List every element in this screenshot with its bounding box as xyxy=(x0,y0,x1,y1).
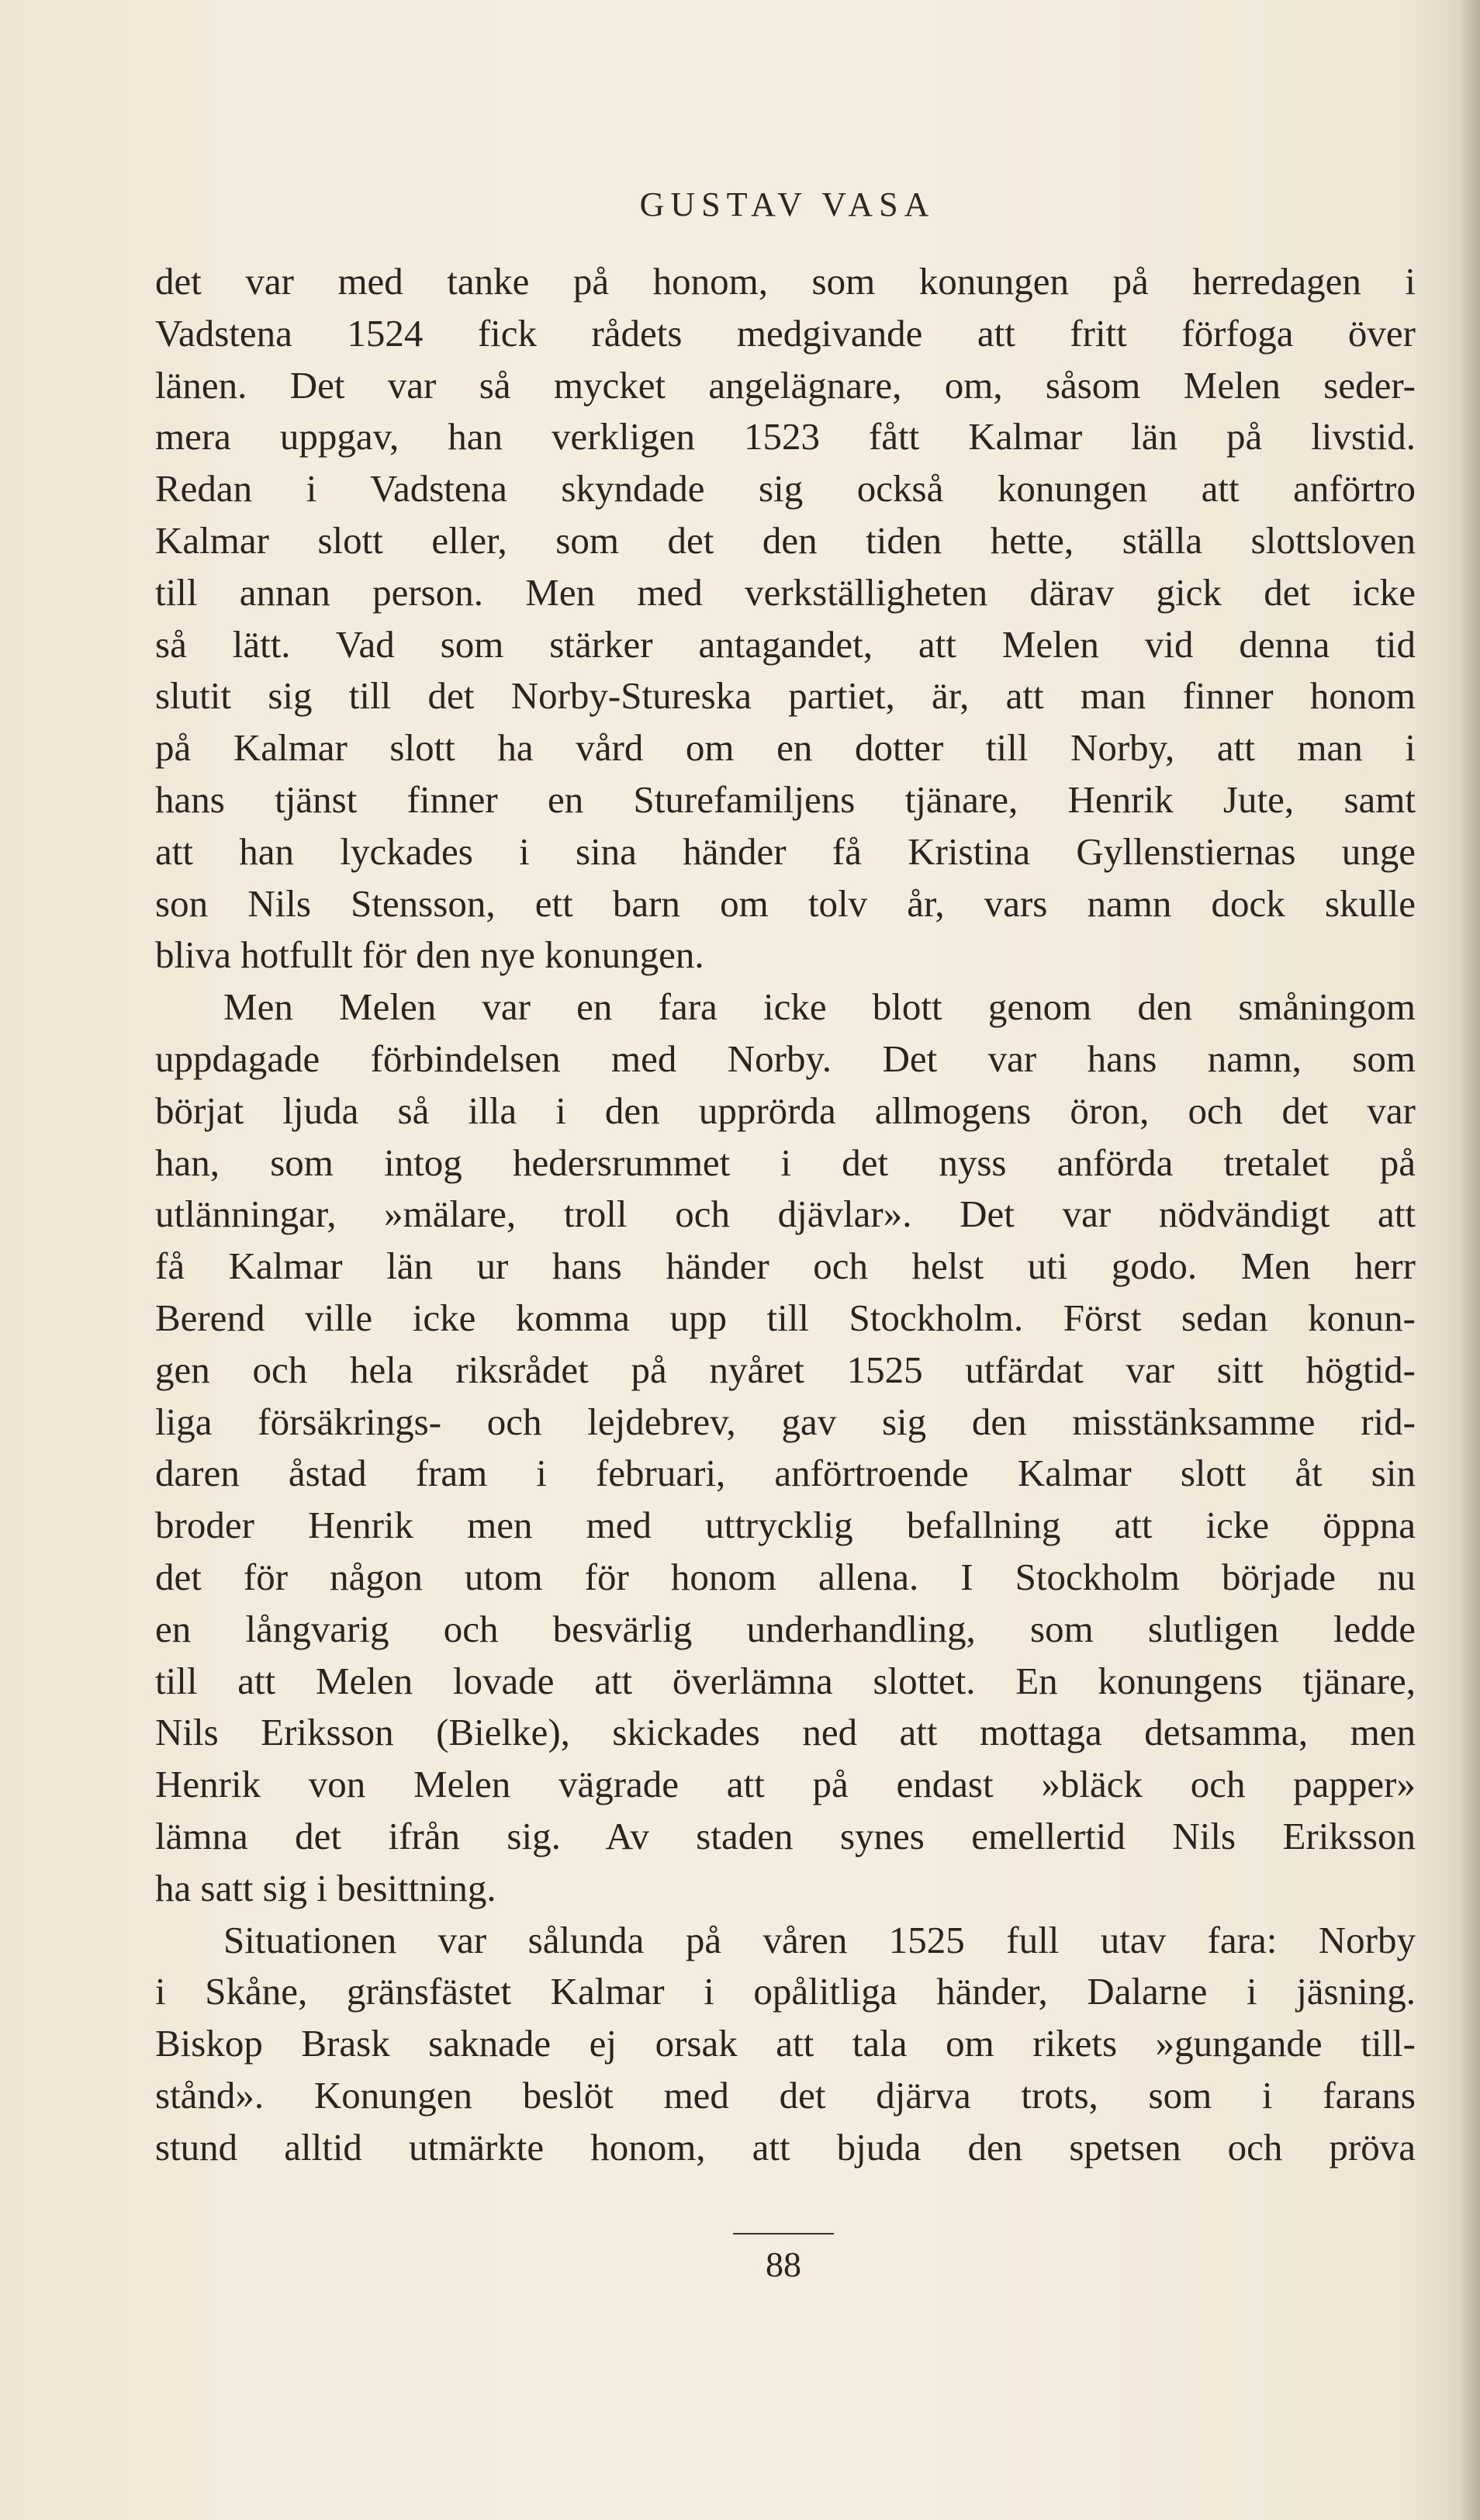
text-line-paragraph-start: Men Melen var en fara icke blott genom den småningom xyxy=(223,985,1416,1029)
text-line: mera uppgav, han verkligen 1523 fått Kalmar län på livstid. xyxy=(155,415,1416,459)
body-text xyxy=(155,256,1416,2173)
text-line: utlänningar, »mälare, troll och djävlar». Det var nödvändigt att xyxy=(155,1192,1416,1236)
text-line: det var med tanke på honom, som konungen på herredagen i xyxy=(155,260,1416,303)
text-line: liga försäkrings- och lejdebrev, gav sig den misstänksamme rid- xyxy=(155,1400,1416,1443)
text-line: Vadstena 1524 fick rådets medgivande att fritt förfoga över xyxy=(155,311,1416,355)
text-line: uppdagade förbindelsen med Norby. Det var hans namn, som xyxy=(155,1037,1416,1080)
text-line: daren åstad fram i februari, anförtroende Kalmar slott åt sin xyxy=(155,1452,1416,1495)
text-line: stånd». Konungen beslöt med det djärva trots, som i farans xyxy=(155,2073,1416,2117)
text-line: Nils Eriksson (Bielke), skickades ned att mottaga detsamma, men xyxy=(155,1711,1416,1754)
text-line: Berend ville icke komma upp till Stockholm. Först sedan konun- xyxy=(155,1296,1416,1339)
text-line-paragraph-end: ha satt sig i besittning. xyxy=(155,1866,496,1909)
text-line: länen. Det var så mycket angelägnare, om, såsom Melen seder- xyxy=(155,363,1416,407)
text-line: till annan person. Men med verkställigheten därav gick det icke xyxy=(155,570,1416,614)
text-line: Biskop Brask saknade ej orsak att tala om rikets »gungande till- xyxy=(155,2022,1416,2065)
page-number: 88 xyxy=(766,2245,801,2284)
text-line: det för någon utom för honom allena. I Stockholm började nu xyxy=(155,1555,1416,1598)
binding-shadow xyxy=(1458,0,1480,2520)
text-line: Henrik von Melen vägrade att på endast »bläck och papper» xyxy=(155,1763,1416,1806)
text-line: så lätt. Vad som stärker antagandet, att Melen vid denna tid xyxy=(155,622,1416,666)
folio-rule xyxy=(733,2233,834,2234)
text-line: hans tjänst finner en Sturefamiljens tjänare, Henrik Jute, samt xyxy=(155,777,1416,821)
text-line: på Kalmar slott ha vård om en dotter till Norby, att man i xyxy=(155,726,1416,770)
text-line: få Kalmar län ur hans händer och helst uti godo. Men herr xyxy=(155,1244,1416,1288)
text-line: stund alltid utmärkte honom, att bjuda den spetsen och pröva xyxy=(155,2125,1416,2169)
text-line: han, som intog hedersrummet i det nyss anförda tretalet på xyxy=(155,1141,1416,1184)
text-line: Kalmar slott eller, som det den tiden hette, ställa slottsloven xyxy=(155,518,1416,562)
text-line-paragraph-end: bliva hotfullt för den nye konungen. xyxy=(155,933,704,977)
text-line: Redan i Vadstena skyndade sig också konungen att anförtro xyxy=(155,467,1416,511)
text-line: slutit sig till det Norby-Stureska partiet, är, att man finner honom xyxy=(155,674,1416,718)
text-line: till att Melen lovade att överlämna slottet. En konungens tjänare, xyxy=(155,1659,1416,1702)
text-line-paragraph-start: Situationen var sålunda på våren 1525 full utav fara: Norby xyxy=(223,1918,1416,1961)
text-line: börjat ljuda så illa i den upprörda allmogens öron, och det var xyxy=(155,1089,1416,1132)
text-line: lämna det ifrån sig. Av staden synes emellertid Nils Eriksson xyxy=(155,1814,1416,1857)
text-line: i Skåne, gränsfästet Kalmar i opålitliga händer, Dalarne i jäsning. xyxy=(155,1970,1416,2013)
running-head: GUSTAV VASA xyxy=(639,185,935,223)
text-line: gen och hela riksrådet på nyåret 1525 utfärdat var sitt högtid- xyxy=(155,1348,1416,1391)
text-line: en långvarig och besvärlig underhandling, som slutligen ledde xyxy=(155,1607,1416,1650)
text-line: son Nils Stensson, ett barn om tolv år, vars namn dock skulle xyxy=(155,881,1416,925)
text-line: att han lyckades i sina händer få Kristina Gyllenstiernas unge xyxy=(155,829,1416,873)
text-line: broder Henrik men med uttrycklig befallning att icke öppna xyxy=(155,1504,1416,1547)
